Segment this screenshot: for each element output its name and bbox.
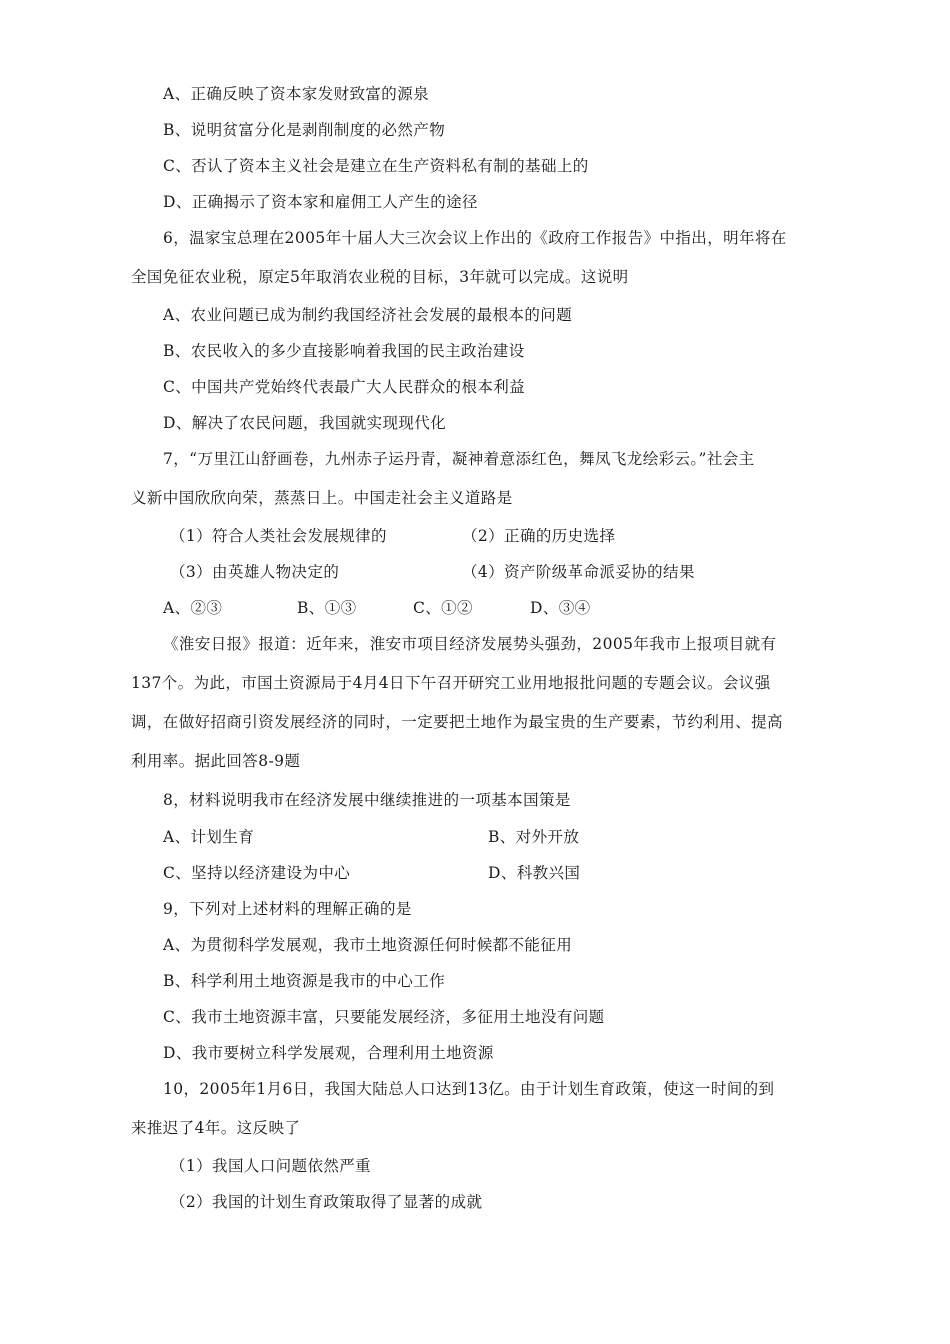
q10-stem-line1: 10，2005年1月6日，我国大陆总人口达到13亿。由于计划生育政策，使这一时间的到 — [163, 1080, 775, 1098]
q8-stem: 8，材料说明我市在经济发展中继续推进的一项基本国策是 — [163, 791, 571, 809]
q7-statement-4: （4）资产阶级革命派妥协的结果 — [462, 563, 695, 581]
q7-stem-line2: 义新中国欣欣向荣，蒸蒸日上。中国走社会主义道路是 — [131, 489, 513, 507]
q9-stem: 9，下列对上述材料的理解正确的是 — [163, 900, 412, 918]
q6-option-c: C、中国共产党始终代表最广大人民群众的根本利益 — [163, 378, 526, 396]
q6-stem-line1: 6，温家宝总理在2005年十届人大三次会议上作出的《政府工作报告》中指出，明年将在 — [163, 229, 787, 247]
q9-option-a: A、为贯彻科学发展观，我市土地资源任何时候都不能征用 — [163, 936, 573, 954]
material-line1: 《淮安日报》报道：近年来，淮安市项目经济发展势头强劲，2005年我市上报项目就有 — [163, 635, 777, 653]
q8-option-b: B、对外开放 — [488, 828, 580, 846]
q5-option-b: B、说明贫富分化是剥削制度的必然产物 — [163, 121, 446, 139]
q9-option-c: C、我市土地资源丰富，只要能发展经济，多征用土地没有问题 — [163, 1008, 605, 1026]
q8-option-a: A、计划生育 — [163, 828, 255, 846]
q7-statement-3: （3）由英雄人物决定的 — [170, 563, 340, 581]
q9-option-d: D、我市要树立科学发展观，合理利用土地资源 — [163, 1044, 494, 1062]
material-line4: 利用率。据此回答8-9题 — [131, 752, 301, 770]
q6-stem-line2: 全国免征农业税，原定5年取消农业税的目标，3年就可以完成。这说明 — [131, 268, 629, 286]
q5-option-a: A、正确反映了资本家发财致富的源泉 — [163, 85, 429, 103]
q7-option-d: D、③④ — [530, 599, 591, 617]
q6-option-a: A、农业问题已成为制约我国经济社会发展的最根本的问题 — [163, 306, 573, 324]
q7-statement-2: （2）正确的历史选择 — [462, 527, 616, 545]
material-line3: 调，在做好招商引资发展经济的同时，一定要把土地作为最宝贵的生产要素，节约利用、提高 — [131, 713, 783, 731]
q6-option-b: B、农民收入的多少直接影响着我国的民主政治建设 — [163, 342, 525, 360]
q10-statement-1: （1）我国人口问题依然严重 — [170, 1157, 372, 1175]
q7-stem-line1: 7，“万里江山舒画卷，九州赤子运丹青，凝神着意添红色，舞凤飞龙绘彩云。”社会主 — [163, 450, 755, 468]
q9-option-b: B、科学利用土地资源是我市的中心工作 — [163, 972, 446, 990]
q5-option-d: D、正确揭示了资本家和雇佣工人产生的途径 — [163, 193, 478, 211]
q10-statement-2: （2）我国的计划生育政策取得了显著的成就 — [170, 1193, 483, 1211]
q5-option-c: C、否认了资本主义社会是建立在生产资料私有制的基础上的 — [163, 157, 589, 175]
q10-stem-line2: 来推迟了4年。这反映了 — [131, 1119, 301, 1137]
q7-statement-1: （1）符合人类社会发展规律的 — [170, 527, 387, 545]
q7-option-c: C、①② — [413, 599, 473, 617]
q6-option-d: D、解决了农民问题，我国就实现现代化 — [163, 414, 447, 432]
q7-option-a: A、②③ — [163, 599, 223, 617]
material-line2: 137个。为此，市国土资源局于4月4日下午召开研究工业用地报批问题的专题会议。会议强 — [131, 674, 771, 692]
q8-option-d: D、科教兴国 — [488, 864, 581, 882]
q8-option-c: C、坚持以经济建设为中心 — [163, 864, 351, 882]
q7-option-b: B、①③ — [297, 599, 357, 617]
